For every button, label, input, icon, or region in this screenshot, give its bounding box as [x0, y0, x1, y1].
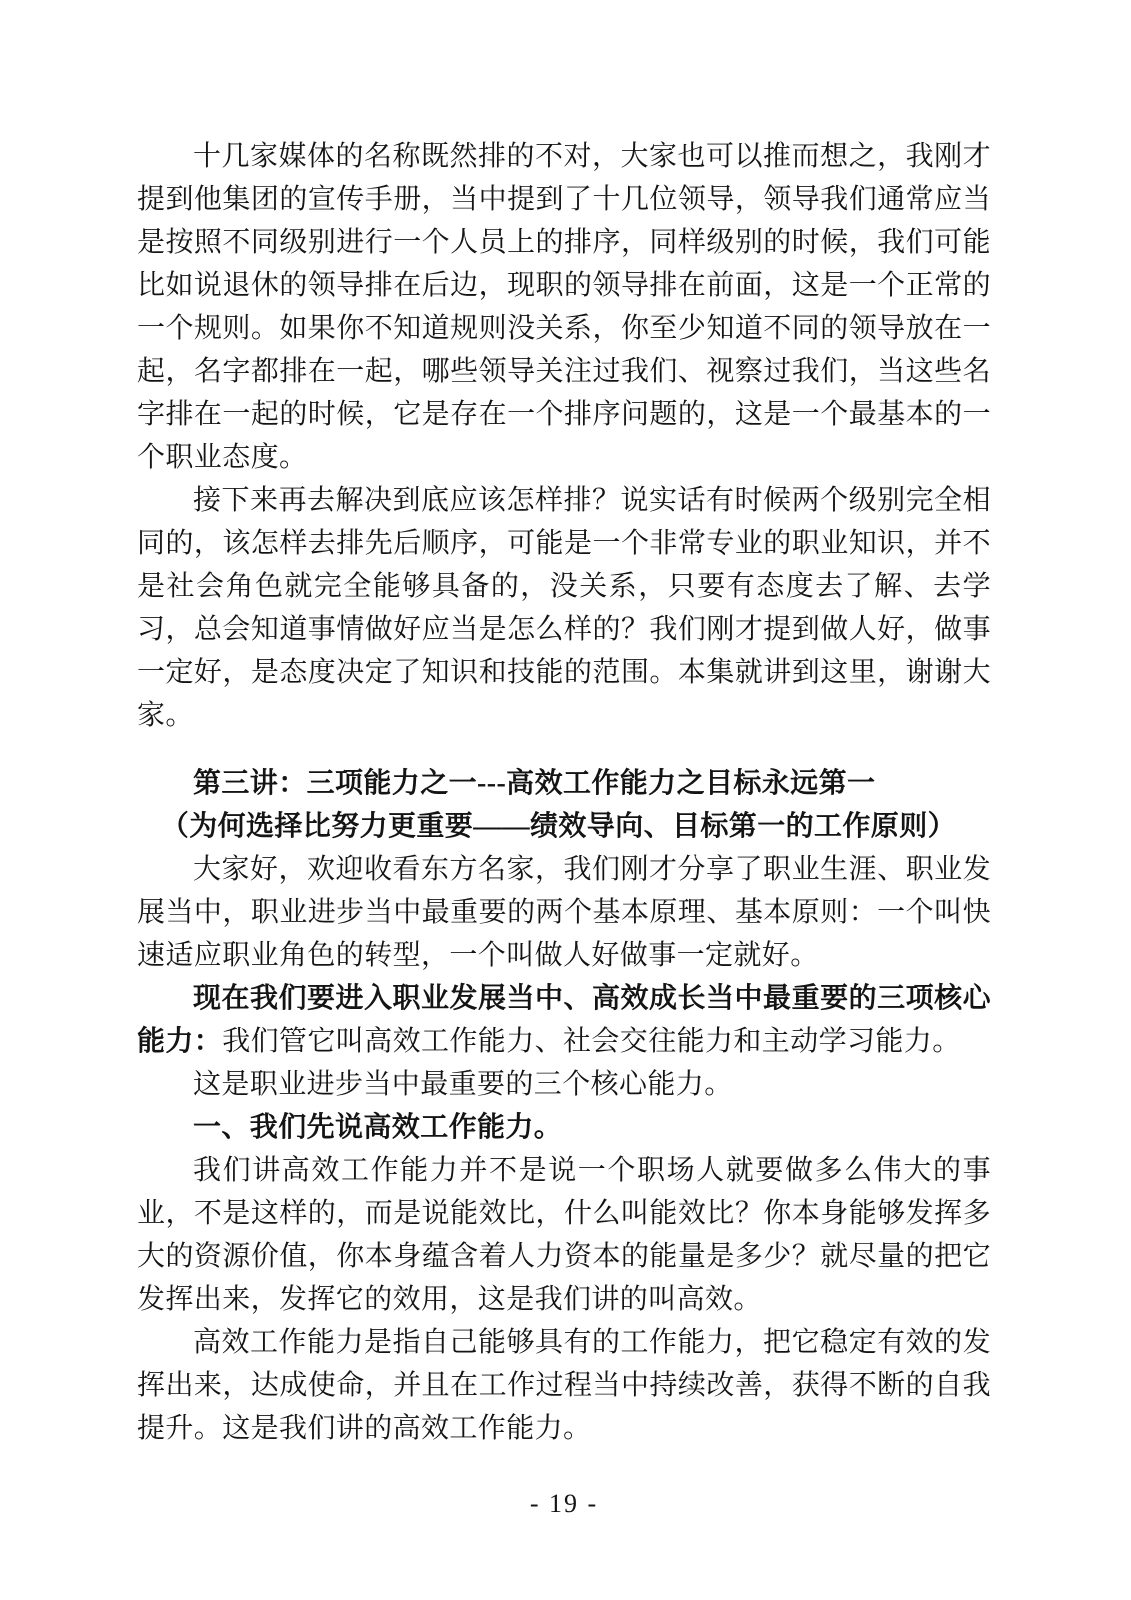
paragraph-three-core-abilities: [137, 977, 991, 1063]
paragraph-three-core-abilities-rest: 我们管它叫高效工作能力、社会交往能力和主动学习能力。: [222, 1026, 961, 1057]
paragraph-efficiency-definition: 高效工作能力是指自己能够具有的工作能力，把它稳定有效的发挥出来，达成使命，并且在工作过程当中持续改善，获得不断的自我提升。这是我们讲的高效工作能力。: [137, 1327, 991, 1444]
section-one-heading: 一、我们先说高效工作能力。: [193, 1112, 563, 1143]
paragraph-greeting: 大家好，欢迎收看东方名家，我们刚才分享了职业生涯、职业发展当中，职业进步当中最重要的两个基本原理、基本原则：一个叫快速适应职业角色的转型，一个叫做人好做事一定就好。: [137, 854, 991, 971]
lecture-three-heading: 第三讲：三项能力之一---高效工作能力之目标永远第一: [193, 768, 876, 799]
paragraph-core-abilities-summary: 这是职业进步当中最重要的三个核心能力。: [193, 1069, 733, 1100]
paragraph-efficiency-ratio: 我们讲高效工作能力并不是说一个职场人就要做多么伟大的事业，不是这样的，而是说能效比，什么叫能效比？你本身能够发挥多大的资源价值，你本身蕴含着人力资本的能量是多少？就尽量的把它发挥出来，发挥它的效用，这是我们讲的叫高效。: [137, 1155, 991, 1315]
paragraph-three-core-abilities-bold-lead: 现在我们要进入职业发展当中、高效成长当中最重要的三项核心能力：: [137, 983, 991, 1057]
paragraph-ranking-solution: 接下来再去解决到底应该怎样排？说实话有时候两个级别完全相同的，该怎样去排先后顺序，可能是一个非常专业的职业知识，并不是社会角色就完全能够具备的，没关系，只要有态度去了解、去学习，总会知道事情做好应当是怎么样的？我们刚才提到做人好，做事一定好，是态度决定了知识和技能的范围。本集就讲到这里，谢谢大家。: [137, 485, 991, 731]
lecture-three-subheading: （为何选择比努力更重要——绩效导向、目标第一的工作原则）: [160, 811, 956, 842]
page-number: - 19 -: [529, 1489, 599, 1518]
paragraph-media-ranking: 十几家媒体的名称既然排的不对，大家也可以推而想之，我刚才提到他集团的宣传手册，当中提到了十几位领导，领导我们通常应当是按照不同级别进行一个人员上的排序，同样级别的时候，我们可能比如说退休的领导排在后边，现职的领导排在前面，这是一个正常的一个规则。如果你不知道规则没关系，你至少知道不同的领导放在一起，名字都排在一起，哪些领导关注过我们、视察过我们，当这些名字排在一起的时候，它是存在一个排序问题的，这是一个最基本的一个职业态度。: [137, 141, 991, 473]
